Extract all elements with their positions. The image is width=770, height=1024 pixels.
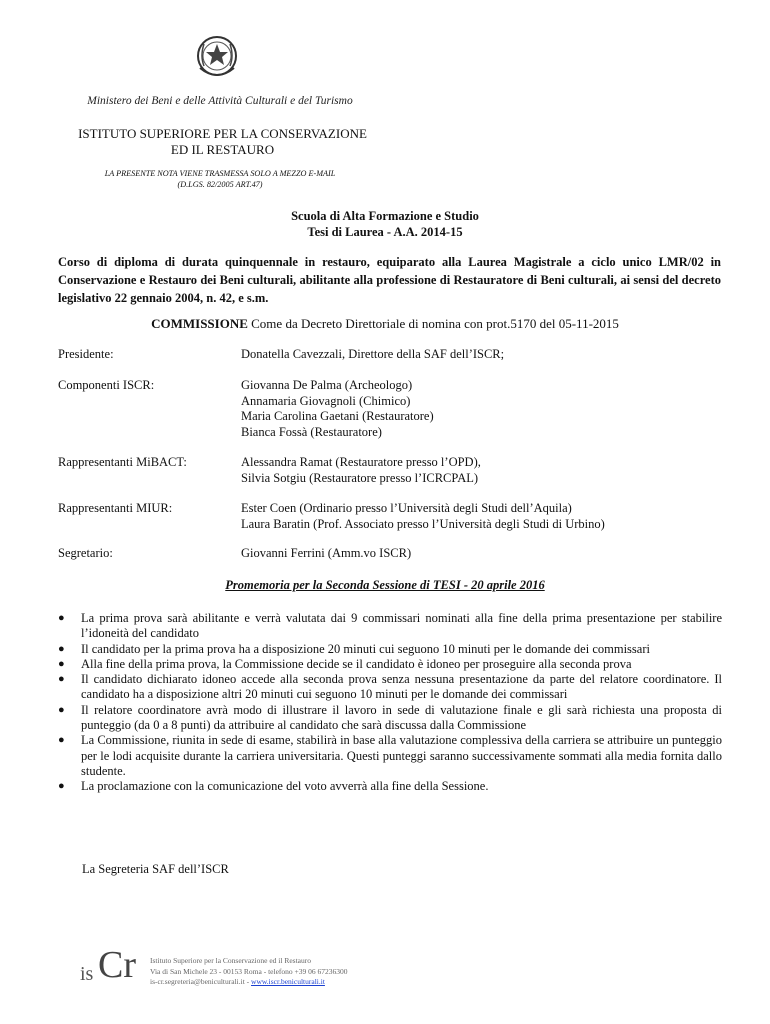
list-item-text: Il candidato per la prima prova ha a disposizione 20 minuti cui seguono 10 minuti per le domande dei commissari bbox=[81, 641, 650, 656]
member-names bbox=[241, 347, 504, 363]
commission-heading: COMMISSIONE bbox=[151, 316, 248, 331]
institute-line-1: ISTITUTO SUPERIORE PER LA CONSERVAZIONE bbox=[78, 126, 367, 141]
institute-name bbox=[55, 126, 390, 157]
list-item-text: La proclamazione con la comunicazione del voto avverrà alla fine della Sessione. bbox=[81, 779, 489, 794]
bullet-icon: ● bbox=[58, 673, 65, 686]
list-item-text: Il relatore coordinatore avrà modo di illustrare il lavoro in sede di valutazione finale e gli sarà richiesta una proposta di punteggio (da 0 a 8 punti) da attribuire al candidato che sarà discussa dalla Commissione bbox=[81, 702, 722, 733]
signature: La Segreteria SAF dell’ISCR bbox=[82, 862, 229, 876]
member-name: Maria Carolina Gaetani (Restauratore) bbox=[241, 409, 434, 423]
member-name: Ester Coen (Ordinario presso l’Università degli Studi dell’Aquila) bbox=[241, 501, 572, 515]
reminder-title: Promemoria per la Seconda Sessione di TESI - 20 aprile 2016 bbox=[225, 578, 545, 592]
italian-republic-emblem-icon bbox=[194, 32, 240, 82]
member-name: Giovanna De Palma (Archeologo) bbox=[241, 378, 413, 392]
email-note-line-2: (D.LGS. 82/2005 ART.47) bbox=[177, 180, 263, 189]
institute-line-2: ED IL RESTAURO bbox=[170, 141, 275, 157]
member-name: Annamaria Giovagnoli (Chimico) bbox=[241, 393, 411, 408]
thesis-year: Tesi di Laurea - A.A. 2014-15 bbox=[307, 224, 463, 239]
commission-line bbox=[0, 316, 770, 332]
bullet-icon: ● bbox=[58, 780, 65, 793]
list-item bbox=[58, 672, 722, 703]
list-item-text: Alla fine della prima prova, la Commissione decide se il candidato è idoneo per proseguire alla seconda prova bbox=[81, 656, 632, 671]
commission-decree: Come da Decreto Direttoriale di nomina con prot.5170 del 05-11-2015 bbox=[247, 316, 619, 331]
member-row-president bbox=[58, 347, 738, 363]
procedure-list bbox=[58, 611, 722, 795]
list-item-text: La prima prova sarà abilitante e verrà valutata dai 9 commissari nominati alla fine della prima presentazione per stabilire l’idoneità del candidato bbox=[81, 611, 722, 641]
document-title bbox=[0, 209, 770, 240]
list-item bbox=[58, 733, 722, 779]
member-name: Bianca Fossà (Restauratore) bbox=[241, 424, 382, 439]
member-label: Segretario: bbox=[58, 546, 113, 560]
bullet-icon: ● bbox=[58, 612, 65, 624]
list-item-text: Il candidato dichiarato idoneo accede alla seconda prova senza nessuna presentazione da parte del relatore coordinatore. Il candidato ha a disposizione altri 20 minuti cui seguono 10 minuti per le domande dei commissari bbox=[81, 672, 722, 702]
list-item-text: La Commissione, riunita in sede di esame, stabilirà in base alla valutazione complessiva della carriera se attribuire un punteggio per le lodi acquisite durante la carriera universitaria. Questi punteggi saranno successivamente sommati alla media fornita dallo studente. bbox=[81, 733, 722, 778]
course-description: Corso di diploma di durata quinquennale in restauro, equiparato alla Laurea Magistrale a ciclo unico LMR/02 in Conservazione e Restauro dei Beni culturali, abilitante alla professione di Restauratore di Beni culturali, ai sensi del decreto legislativo 22 gennaio 2004, n. 42, e s.m. bbox=[58, 255, 721, 305]
member-name: Silvia Sotgiu (Restauratore presso l’ICRCPAL) bbox=[241, 470, 479, 485]
member-row-iscr bbox=[58, 378, 738, 442]
website-link[interactable]: www.iscr.beniculturali.it bbox=[251, 977, 325, 986]
list-item bbox=[58, 611, 722, 642]
logo-text-is: is bbox=[80, 963, 94, 985]
list-item bbox=[58, 703, 722, 734]
iscr-logo bbox=[80, 945, 140, 995]
list-item bbox=[58, 642, 722, 657]
member-row-mibact bbox=[58, 455, 738, 487]
bullet-icon: ● bbox=[58, 642, 65, 655]
bullet-icon: ● bbox=[58, 703, 65, 716]
ministry-name: Ministero dei Beni e delle Attività Culturali e del Turismo bbox=[87, 95, 353, 107]
member-name: Alessandra Ramat (Restauratore presso l’OPD), bbox=[241, 455, 481, 469]
logo-text-cr: Cr bbox=[98, 944, 136, 986]
footer-line-1: Istituto Superiore per la Conservazione ed il Restauro bbox=[150, 956, 311, 965]
member-name: Giovanni Ferrini (Amm.vo ISCR) bbox=[241, 546, 412, 560]
bullet-icon: ● bbox=[58, 657, 65, 670]
member-names bbox=[241, 501, 605, 532]
email-note bbox=[60, 168, 380, 190]
school-name: Scuola di Alta Formazione e Studio bbox=[291, 209, 479, 223]
list-item bbox=[58, 657, 722, 672]
bullet-icon: ● bbox=[58, 734, 65, 747]
member-row-miur bbox=[58, 501, 738, 533]
email-note-line-1: LA PRESENTE NOTA VIENE TRASMESSA SOLO A MEZZO E-MAIL bbox=[104, 169, 336, 178]
member-label: Componenti ISCR: bbox=[58, 378, 155, 392]
member-names bbox=[241, 455, 481, 486]
member-label: Rappresentanti MiBACT: bbox=[58, 455, 187, 469]
footer-line-3 bbox=[150, 977, 348, 988]
member-names bbox=[241, 546, 411, 562]
member-label: Presidente: bbox=[58, 347, 114, 361]
footer-address bbox=[150, 956, 348, 988]
member-row-secretary bbox=[58, 546, 738, 562]
member-names bbox=[241, 378, 434, 440]
footer-line-2: Via di San Michele 23 - 00153 Roma - telefono +39 06 67236300 bbox=[150, 966, 348, 976]
member-label: Rappresentanti MIUR: bbox=[58, 501, 173, 515]
footer-email: is-cr.segreteria@beniculturali.it - bbox=[150, 977, 252, 986]
list-item bbox=[58, 779, 722, 794]
member-name: Donatella Cavezzali, Direttore della SAF dell’ISCR; bbox=[241, 347, 505, 361]
member-name: Laura Baratin (Prof. Associato presso l’Università degli Studi di Urbino) bbox=[241, 516, 605, 531]
